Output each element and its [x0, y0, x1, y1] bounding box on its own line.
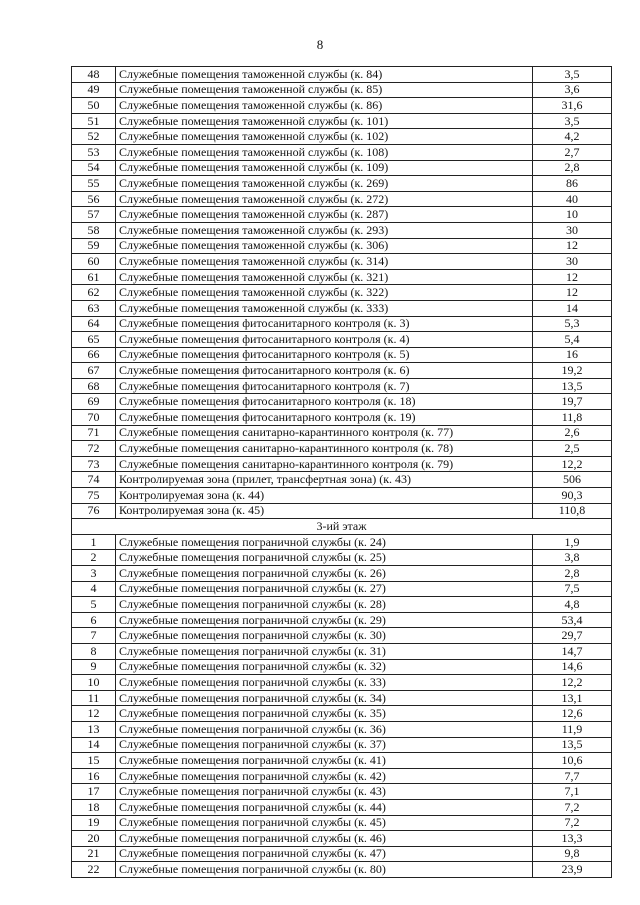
room-area: 14,6	[533, 659, 612, 675]
table-row	[72, 862, 612, 878]
room-area: 13,3	[533, 831, 612, 847]
room-area: 13,5	[533, 737, 612, 753]
row-number: 6	[72, 612, 116, 628]
room-area: 23,9	[533, 862, 612, 878]
floor-3-rows	[72, 534, 612, 877]
room-area: 11,8	[533, 410, 612, 426]
row-number: 76	[72, 503, 116, 519]
table-row	[72, 347, 612, 363]
row-number: 12	[72, 706, 116, 722]
room-name: Контролируемая зона (к. 45)	[116, 503, 533, 519]
room-area: 90,3	[533, 488, 612, 504]
room-area: 5,4	[533, 332, 612, 348]
table-row	[72, 222, 612, 238]
table-row	[72, 784, 612, 800]
floor-2-rows	[72, 67, 612, 519]
room-area: 12	[533, 238, 612, 254]
row-number: 59	[72, 238, 116, 254]
table-row	[72, 643, 612, 659]
room-area: 2,8	[533, 160, 612, 176]
row-number: 19	[72, 815, 116, 831]
room-name: Служебные помещения таможенной службы (к. 102)	[116, 129, 533, 145]
row-number: 68	[72, 378, 116, 394]
room-name: Служебные помещения пограничной службы (к. 32)	[116, 659, 533, 675]
room-area: 110,8	[533, 503, 612, 519]
table-row	[72, 176, 612, 192]
room-name: Служебные помещения санитарно-карантинного контроля (к. 79)	[116, 456, 533, 472]
row-number: 70	[72, 410, 116, 426]
room-area: 1,9	[533, 534, 612, 550]
room-name: Служебные помещения таможенной службы (к. 306)	[116, 238, 533, 254]
section-row	[72, 519, 612, 535]
table-row	[72, 191, 612, 207]
room-name: Служебные помещения таможенной службы (к. 314)	[116, 254, 533, 270]
row-number: 8	[72, 643, 116, 659]
table-row	[72, 269, 612, 285]
room-area: 16	[533, 347, 612, 363]
room-area: 3,5	[533, 113, 612, 129]
table-row	[72, 675, 612, 691]
room-area: 30	[533, 222, 612, 238]
table-row	[72, 472, 612, 488]
row-number: 13	[72, 721, 116, 737]
row-number: 18	[72, 799, 116, 815]
table-row	[72, 207, 612, 223]
row-number: 53	[72, 144, 116, 160]
room-name: Служебные помещения пограничной службы (к. 43)	[116, 784, 533, 800]
row-number: 63	[72, 300, 116, 316]
room-area: 3,8	[533, 550, 612, 566]
table-row	[72, 815, 612, 831]
room-name: Служебные помещения таможенной службы (к. 85)	[116, 82, 533, 98]
table-row	[72, 550, 612, 566]
row-number: 56	[72, 191, 116, 207]
row-number: 54	[72, 160, 116, 176]
row-number: 72	[72, 441, 116, 457]
section-title: 3-ий этаж	[72, 519, 612, 535]
room-name: Служебные помещения пограничной службы (к. 28)	[116, 597, 533, 613]
table-row	[72, 628, 612, 644]
room-area: 19,2	[533, 363, 612, 379]
room-name: Служебные помещения таможенной службы (к. 287)	[116, 207, 533, 223]
table-row	[72, 566, 612, 582]
row-number: 71	[72, 425, 116, 441]
table-row	[72, 410, 612, 426]
room-name: Служебные помещения пограничной службы (к. 42)	[116, 768, 533, 784]
room-area: 9,8	[533, 846, 612, 862]
table-row	[72, 690, 612, 706]
room-name: Служебные помещения таможенной службы (к. 333)	[116, 300, 533, 316]
table-row	[72, 129, 612, 145]
room-name: Служебные помещения таможенной службы (к. 272)	[116, 191, 533, 207]
table-row	[72, 425, 612, 441]
room-name: Служебные помещения фитосанитарного контроля (к. 6)	[116, 363, 533, 379]
room-name: Служебные помещения таможенной службы (к. 269)	[116, 176, 533, 192]
room-name: Служебные помещения санитарно-карантинного контроля (к. 78)	[116, 441, 533, 457]
row-number: 75	[72, 488, 116, 504]
table-row	[72, 300, 612, 316]
room-area: 2,7	[533, 144, 612, 160]
row-number: 62	[72, 285, 116, 301]
room-area: 7,2	[533, 799, 612, 815]
room-area: 7,2	[533, 815, 612, 831]
row-number: 57	[72, 207, 116, 223]
room-area: 2,6	[533, 425, 612, 441]
table-row	[72, 706, 612, 722]
page-number: 8	[316, 37, 324, 52]
table-row	[72, 831, 612, 847]
table-row	[72, 753, 612, 769]
row-number: 15	[72, 753, 116, 769]
row-number: 50	[72, 98, 116, 114]
room-name: Служебные помещения фитосанитарного контроля (к. 5)	[116, 347, 533, 363]
row-number: 11	[72, 690, 116, 706]
row-number: 55	[72, 176, 116, 192]
row-number: 51	[72, 113, 116, 129]
room-area: 19,7	[533, 394, 612, 410]
table-row	[72, 238, 612, 254]
table-row	[72, 98, 612, 114]
table-row	[72, 534, 612, 550]
room-name: Служебные помещения фитосанитарного контроля (к. 19)	[116, 410, 533, 426]
row-number: 49	[72, 82, 116, 98]
table-row	[72, 82, 612, 98]
room-name: Служебные помещения пограничной службы (к. 45)	[116, 815, 533, 831]
room-area: 2,5	[533, 441, 612, 457]
row-number: 61	[72, 269, 116, 285]
row-number: 64	[72, 316, 116, 332]
room-name: Служебные помещения пограничной службы (к. 36)	[116, 721, 533, 737]
room-name: Служебные помещения таможенной службы (к. 293)	[116, 222, 533, 238]
room-name: Служебные помещения пограничной службы (к. 27)	[116, 581, 533, 597]
row-number: 5	[72, 597, 116, 613]
room-area: 31,6	[533, 98, 612, 114]
table-row	[72, 441, 612, 457]
table-row	[72, 488, 612, 504]
room-area: 5,3	[533, 316, 612, 332]
room-area: 4,8	[533, 597, 612, 613]
room-name: Служебные помещения фитосанитарного контроля (к. 18)	[116, 394, 533, 410]
row-number: 69	[72, 394, 116, 410]
table-row	[72, 394, 612, 410]
table-row	[72, 503, 612, 519]
table-row	[72, 768, 612, 784]
room-area: 10,6	[533, 753, 612, 769]
section-header	[72, 519, 612, 535]
row-number: 52	[72, 129, 116, 145]
room-name: Служебные помещения пограничной службы (к. 29)	[116, 612, 533, 628]
room-name: Служебные помещения пограничной службы (к. 25)	[116, 550, 533, 566]
room-area: 14	[533, 300, 612, 316]
room-area: 53,4	[533, 612, 612, 628]
table-row	[72, 144, 612, 160]
table-row	[72, 254, 612, 270]
room-name: Служебные помещения пограничной службы (к. 26)	[116, 566, 533, 582]
room-area: 4,2	[533, 129, 612, 145]
table-row	[72, 378, 612, 394]
room-name: Служебные помещения пограничной службы (к. 80)	[116, 862, 533, 878]
room-name: Служебные помещения фитосанитарного контроля (к. 3)	[116, 316, 533, 332]
row-number: 9	[72, 659, 116, 675]
table-row	[72, 799, 612, 815]
room-name: Служебные помещения таможенной службы (к. 321)	[116, 269, 533, 285]
room-name: Служебные помещения пограничной службы (к. 44)	[116, 799, 533, 815]
room-area: 12	[533, 285, 612, 301]
room-name: Служебные помещения таможенной службы (к. 322)	[116, 285, 533, 301]
row-number: 1	[72, 534, 116, 550]
row-number: 67	[72, 363, 116, 379]
room-name: Служебные помещения таможенной службы (к. 84)	[116, 67, 533, 83]
table-row	[72, 113, 612, 129]
room-name: Служебные помещения пограничной службы (к. 41)	[116, 753, 533, 769]
table-row	[72, 456, 612, 472]
row-number: 48	[72, 67, 116, 83]
room-area: 3,5	[533, 67, 612, 83]
row-number: 16	[72, 768, 116, 784]
room-area: 12,2	[533, 675, 612, 691]
table-row	[72, 160, 612, 176]
room-area: 3,6	[533, 82, 612, 98]
room-name: Служебные помещения пограничной службы (к. 47)	[116, 846, 533, 862]
room-name: Служебные помещения пограничной службы (к. 30)	[116, 628, 533, 644]
table-row	[72, 67, 612, 83]
room-name: Служебные помещения пограничной службы (к. 37)	[116, 737, 533, 753]
room-area: 40	[533, 191, 612, 207]
row-number: 21	[72, 846, 116, 862]
room-name: Контролируемая зона (прилет, трансфертная зона) (к. 43)	[116, 472, 533, 488]
room-area: 11,9	[533, 721, 612, 737]
table-row	[72, 581, 612, 597]
room-name: Служебные помещения санитарно-карантинного контроля (к. 77)	[116, 425, 533, 441]
table-row	[72, 316, 612, 332]
row-number: 60	[72, 254, 116, 270]
room-name: Служебные помещения таможенной службы (к. 101)	[116, 113, 533, 129]
row-number: 17	[72, 784, 116, 800]
room-area-table	[71, 66, 612, 878]
row-number: 10	[72, 675, 116, 691]
row-number: 14	[72, 737, 116, 753]
room-name: Служебные помещения пограничной службы (к. 34)	[116, 690, 533, 706]
room-name: Служебные помещения таможенной службы (к. 109)	[116, 160, 533, 176]
room-area: 7,5	[533, 581, 612, 597]
room-area: 30	[533, 254, 612, 270]
table-row	[72, 597, 612, 613]
room-name: Служебные помещения пограничной службы (к. 24)	[116, 534, 533, 550]
room-area: 13,1	[533, 690, 612, 706]
table-row	[72, 332, 612, 348]
row-number: 3	[72, 566, 116, 582]
room-area: 506	[533, 472, 612, 488]
room-area: 13,5	[533, 378, 612, 394]
table-row	[72, 612, 612, 628]
room-name: Служебные помещения фитосанитарного контроля (к. 4)	[116, 332, 533, 348]
row-number: 2	[72, 550, 116, 566]
room-area: 86	[533, 176, 612, 192]
room-name: Служебные помещения пограничной службы (к. 46)	[116, 831, 533, 847]
room-area: 7,1	[533, 784, 612, 800]
row-number: 73	[72, 456, 116, 472]
room-name: Служебные помещения пограничной службы (к. 33)	[116, 675, 533, 691]
room-name: Служебные помещения фитосанитарного контроля (к. 7)	[116, 378, 533, 394]
table-row	[72, 737, 612, 753]
table-row	[72, 846, 612, 862]
row-number: 4	[72, 581, 116, 597]
room-area: 10	[533, 207, 612, 223]
room-area: 2,8	[533, 566, 612, 582]
row-number: 66	[72, 347, 116, 363]
room-name: Служебные помещения пограничной службы (к. 35)	[116, 706, 533, 722]
room-area: 12,2	[533, 456, 612, 472]
table-row	[72, 363, 612, 379]
room-area: 12,6	[533, 706, 612, 722]
table-row	[72, 721, 612, 737]
room-name: Контролируемая зона (к. 44)	[116, 488, 533, 504]
row-number: 65	[72, 332, 116, 348]
row-number: 74	[72, 472, 116, 488]
row-number: 7	[72, 628, 116, 644]
room-area: 29,7	[533, 628, 612, 644]
room-name: Служебные помещения таможенной службы (к. 86)	[116, 98, 533, 114]
room-area: 7,7	[533, 768, 612, 784]
row-number: 58	[72, 222, 116, 238]
room-area: 12	[533, 269, 612, 285]
room-name: Служебные помещения таможенной службы (к. 108)	[116, 144, 533, 160]
room-area: 14,7	[533, 643, 612, 659]
row-number: 22	[72, 862, 116, 878]
table-row	[72, 285, 612, 301]
row-number: 20	[72, 831, 116, 847]
room-name: Служебные помещения пограничной службы (к. 31)	[116, 643, 533, 659]
table-row	[72, 659, 612, 675]
